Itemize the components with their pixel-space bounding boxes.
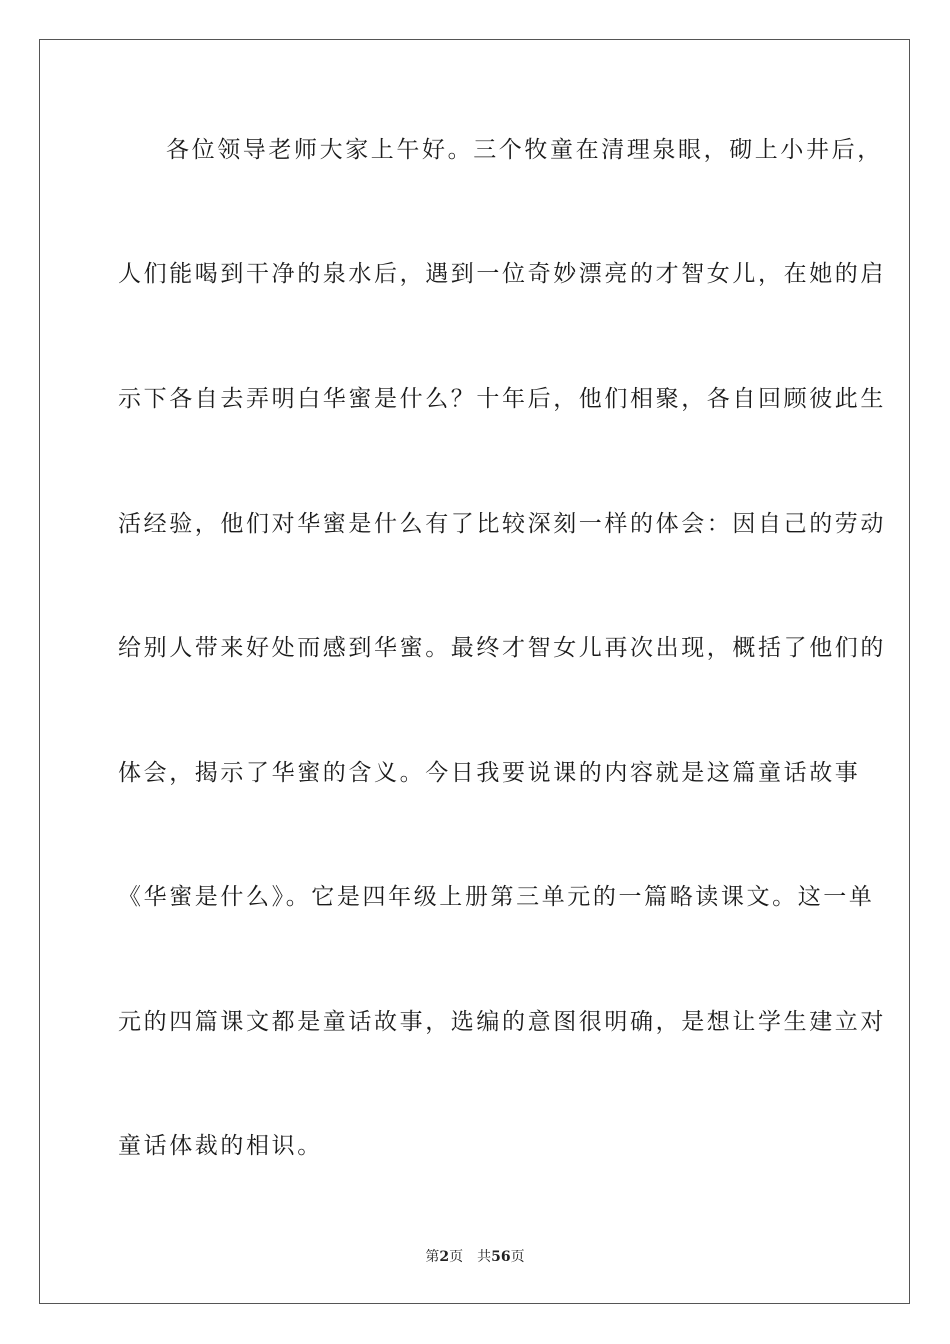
total-prefix: 共 [477, 1249, 492, 1265]
paragraph-line-8: 元的四篇课文都是童话故事，选编的意图很明确，是想让学生建立对 [118, 1009, 886, 1035]
page-suffix: 页 [449, 1249, 464, 1265]
paragraph-line-5: 给别人带来好处而感到华蜜。最终才智女儿再次出现，概括了他们的 [118, 635, 886, 661]
paragraph-line-6: 体会，揭示了华蜜的含义。今日我要说课的内容就是这篇童话故事 [118, 760, 861, 786]
paragraph-line-3: 示下各自去弄明白华蜜是什么？十年后，他们相聚，各自回顾彼此生 [118, 386, 886, 412]
total-pages: 56 [491, 1249, 511, 1265]
paragraph-line-1: 各位领导老师大家上午好。三个牧童在清理泉眼，砌上小井后， [166, 137, 883, 163]
page-number: 2 [439, 1249, 450, 1265]
paragraph-line-4: 活经验，他们对华蜜是什么有了比较深刻一样的体会：因自己的劳动 [118, 511, 886, 537]
page-border [39, 39, 910, 1304]
total-suffix: 页 [510, 1249, 525, 1265]
page-prefix: 第 [425, 1249, 440, 1265]
page-footer [0, 1248, 950, 1266]
paragraph-line-7: 《华蜜是什么》。它是四年级上册第三单元的一篇略读课文。这一单 [118, 884, 875, 910]
paragraph-line-9: 童话体裁的相识。 [118, 1133, 323, 1159]
paragraph-line-2: 人们能喝到干净的泉水后，遇到一位奇妙漂亮的才智女儿，在她的启 [118, 261, 886, 287]
